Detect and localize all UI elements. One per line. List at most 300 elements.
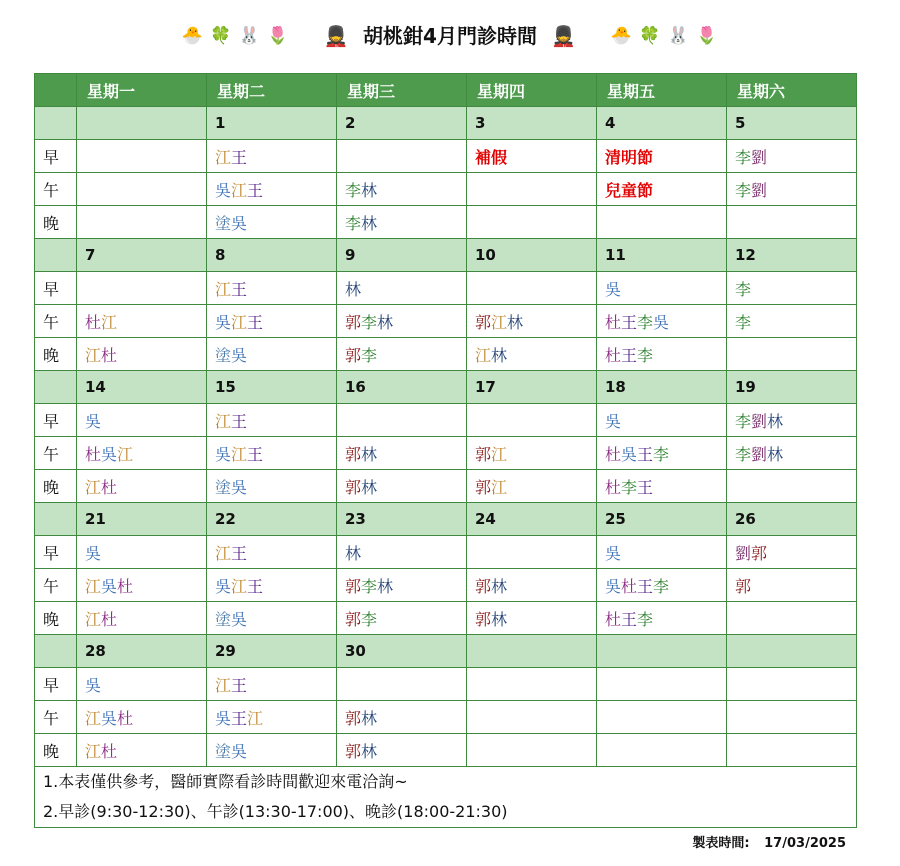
period-row-morning [35,668,857,701]
doctor-surname: 江 [231,180,248,200]
doctor-cell [207,305,337,338]
period-label: 午 [35,569,77,602]
clinic-schedule-table [34,73,857,828]
doctor-cell [207,140,337,173]
doctor-surname: 李 [653,576,670,596]
doctor-surname: 郭 [475,477,492,497]
doctor-cell [597,701,727,734]
doctor-cell [77,272,207,305]
doctor-surname: 江 [475,345,492,365]
doctor-surname: 郭 [475,444,492,464]
doctor-surname: 杜 [605,609,622,629]
doctor-cell [467,338,597,371]
doctor-cell [207,569,337,602]
doctor-cell [77,338,207,371]
date-cell: 17 [467,371,597,404]
doctor-surname: 江 [231,312,248,332]
doctor-surname: 吳 [101,708,118,728]
doctor-surname: 李 [735,180,752,200]
date-row-label [35,107,77,140]
doctor-surname: 郭 [345,708,362,728]
doctor-cell [337,668,467,701]
doctor-surname: 吳 [605,279,622,299]
date-cell [597,635,727,668]
date-row [35,503,857,536]
date-cell: 15 [207,371,337,404]
date-cell: 4 [597,107,727,140]
date-cell: 10 [467,239,597,272]
doctor-surname: 李 [361,312,378,332]
date-cell: 5 [727,107,857,140]
doctor-surname: 吳 [85,411,102,431]
date-row-label [35,635,77,668]
doctor-surname: 吳 [605,411,622,431]
doctor-surname: 劉 [735,543,752,563]
doctor-surname: 吳 [85,543,102,563]
doctor-surname: 劉 [751,180,768,200]
doctor-cell [727,569,857,602]
doctor-cell [77,734,207,767]
doctor-surname: 李 [735,444,752,464]
doctor-cell [207,734,337,767]
notes-row [35,767,857,828]
doctor-cell [207,536,337,569]
date-cell: 19 [727,371,857,404]
doctor-surname: 吳 [215,708,232,728]
doctor-surname: 王 [621,609,638,629]
doctor-cell [207,470,337,503]
doctor-cell [597,404,727,437]
date-cell: 7 [77,239,207,272]
date-cell: 26 [727,503,857,536]
doctor-surname: 郭 [345,609,362,629]
date-cell: 9 [337,239,467,272]
doctor-cell [207,701,337,734]
doctor-cell [597,734,727,767]
doctor-surname: 江 [231,576,248,596]
doctor-cell [727,140,857,173]
spring-emoji-icons-right: 🐣 🍀 🐰 🌷 [610,25,719,46]
doctor-surname: 江 [215,411,232,431]
title-text: 胡桃鉗4月門診時間 [363,23,537,48]
doctor-cell [727,404,857,437]
date-cell: 30 [337,635,467,668]
doctor-surname: 王 [231,708,248,728]
doctor-surname: 江 [85,708,102,728]
note-line-2: 2.早診(9:30-12:30)、午診(13:30-17:00)、晚診(18:00-21:30) [43,802,508,821]
doctor-surname: 林 [345,543,362,563]
weekday-thursday: 星期四 [467,74,597,107]
holiday-label: 補假 [475,147,508,167]
date-cell: 11 [597,239,727,272]
doctor-cell [727,536,857,569]
period-label: 午 [35,305,77,338]
doctor-surname: 王 [247,180,264,200]
doctor-cell [727,173,857,206]
date-cell: 3 [467,107,597,140]
doctor-surname: 郭 [345,345,362,365]
doctor-surname: 杜 [605,477,622,497]
period-row-afternoon [35,305,857,338]
date-cell: 18 [597,371,727,404]
doctor-surname: 王 [621,345,638,365]
doctor-surname: 李 [361,345,378,365]
date-cell: 29 [207,635,337,668]
doctor-surname: 吳 [621,444,638,464]
period-label: 晚 [35,602,77,635]
doctor-cell [467,272,597,305]
doctor-surname: 江 [215,279,232,299]
doctor-surname: 林 [345,279,362,299]
doctor-cell [467,734,597,767]
doctor-cell [207,602,337,635]
doctor-cell [337,701,467,734]
doctor-cell [77,305,207,338]
doctor-surname: 林 [491,576,508,596]
doctor-surname: 李 [735,147,752,167]
doctor-surname: 杜 [101,609,118,629]
date-row-label [35,371,77,404]
doctor-cell [727,305,857,338]
doctor-surname: 林 [361,741,378,761]
date-cell: 23 [337,503,467,536]
spring-emoji-icons-left: 🐣 🍀 🐰 🌷 [181,25,290,46]
doctor-surname: 塗 [215,213,232,233]
period-row-evening [35,470,857,503]
doctor-cell [77,701,207,734]
date-cell: 28 [77,635,207,668]
doctor-cell [77,404,207,437]
date-cell: 16 [337,371,467,404]
weekday-saturday: 星期六 [727,74,857,107]
doctor-cell [597,305,727,338]
period-row-evening [35,206,857,239]
date-cell: 21 [77,503,207,536]
created-date-label: 製表時間: [692,836,750,851]
doctor-surname: 王 [231,411,248,431]
doctor-surname: 江 [491,477,508,497]
doctor-cell [337,305,467,338]
doctor-surname: 杜 [101,741,118,761]
doctor-surname: 王 [231,147,248,167]
doctor-cell [727,338,857,371]
doctor-surname: 杜 [621,576,638,596]
doctor-surname: 李 [345,213,362,233]
doctor-surname: 杜 [85,312,102,332]
doctor-surname: 林 [377,312,394,332]
doctor-cell [207,404,337,437]
doctor-surname: 李 [637,345,654,365]
doctor-surname: 林 [361,477,378,497]
doctor-cell [207,206,337,239]
period-row-evening [35,734,857,767]
doctor-cell [467,305,597,338]
doctor-cell [467,140,597,173]
doctor-cell [337,734,467,767]
doctor-surname: 劉 [751,147,768,167]
doctor-cell [337,206,467,239]
doctor-surname: 王 [231,543,248,563]
period-row-afternoon [35,437,857,470]
weekday-tuesday: 星期二 [207,74,337,107]
doctor-surname: 林 [767,411,784,431]
period-label: 午 [35,173,77,206]
doctor-surname: 江 [231,444,248,464]
doctor-surname: 王 [247,312,264,332]
weekday-wednesday: 星期三 [337,74,467,107]
page-title [0,14,900,54]
doctor-cell [467,668,597,701]
doctor-surname: 吳 [215,180,232,200]
doctor-cell [597,338,727,371]
doctor-cell [207,437,337,470]
period-label: 早 [35,668,77,701]
date-cell [77,107,207,140]
doctor-surname: 李 [735,312,752,332]
doctor-surname: 江 [85,576,102,596]
period-label: 晚 [35,206,77,239]
date-cell: 22 [207,503,337,536]
doctor-surname: 王 [637,477,654,497]
doctor-cell [77,536,207,569]
weekday-friday: 星期五 [597,74,727,107]
doctor-cell [337,140,467,173]
doctor-cell [77,470,207,503]
doctor-cell [727,701,857,734]
period-row-morning [35,272,857,305]
doctor-surname: 杜 [117,576,134,596]
doctor-surname: 郭 [345,576,362,596]
doctor-cell [597,206,727,239]
doctor-surname: 塗 [215,609,232,629]
date-cell: 25 [597,503,727,536]
schedule-body [35,107,857,767]
doctor-cell [727,734,857,767]
doctor-cell [337,173,467,206]
doctor-surname: 塗 [215,345,232,365]
doctor-surname: 林 [361,180,378,200]
doctor-surname: 王 [247,576,264,596]
doctor-cell [337,470,467,503]
doctor-cell [337,437,467,470]
doctor-cell [467,404,597,437]
doctor-surname: 江 [85,609,102,629]
doctor-surname: 王 [637,576,654,596]
doctor-surname: 郭 [345,312,362,332]
doctor-surname: 江 [117,444,134,464]
doctor-surname: 杜 [101,345,118,365]
doctor-surname: 吳 [215,576,232,596]
weekday-monday: 星期一 [77,74,207,107]
period-label: 午 [35,437,77,470]
doctor-cell [597,437,727,470]
doctor-cell [597,569,727,602]
doctor-surname: 林 [491,345,508,365]
doctor-cell [467,536,597,569]
doctor-surname: 江 [491,444,508,464]
doctor-surname: 郭 [735,576,752,596]
doctor-cell [77,206,207,239]
period-row-evening [35,338,857,371]
doctor-surname: 吳 [85,675,102,695]
doctor-surname: 郭 [345,477,362,497]
doctor-surname: 林 [491,609,508,629]
period-label: 晚 [35,470,77,503]
doctor-surname: 王 [231,279,248,299]
doctor-surname: 郭 [475,576,492,596]
period-label: 早 [35,404,77,437]
date-cell: 8 [207,239,337,272]
doctor-cell [337,569,467,602]
period-row-afternoon [35,173,857,206]
doctor-surname: 郭 [345,444,362,464]
period-row-morning [35,536,857,569]
period-label: 晚 [35,734,77,767]
doctor-cell [597,140,727,173]
doctor-cell [727,272,857,305]
doctor-surname: 吳 [231,345,248,365]
holiday-label: 兒童節 [605,180,654,200]
doctor-surname: 郭 [345,741,362,761]
doctor-surname: 吳 [215,444,232,464]
doctor-surname: 江 [85,741,102,761]
doctor-cell [467,602,597,635]
guard-icon-right: 💂 [551,23,577,48]
doctor-cell [597,668,727,701]
doctor-cell [597,536,727,569]
doctor-cell [337,536,467,569]
doctor-surname: 林 [507,312,524,332]
doctor-surname: 李 [637,312,654,332]
date-cell: 2 [337,107,467,140]
created-date [692,832,846,851]
doctor-cell [337,602,467,635]
doctor-surname: 吳 [605,576,622,596]
weekday-header-row [35,74,857,107]
doctor-cell [727,602,857,635]
note-line-1: 1.本表僅供參考，醫師實際看診時間歡迎來電洽詢~ [43,772,408,791]
created-date-value: 17/03/2025 [764,836,846,851]
doctor-surname: 郭 [475,312,492,332]
date-row [35,371,857,404]
doctor-surname: 塗 [215,477,232,497]
doctor-cell [207,338,337,371]
doctor-surname: 李 [361,609,378,629]
period-label: 晚 [35,338,77,371]
doctor-cell [337,338,467,371]
doctor-surname: 林 [361,708,378,728]
doctor-cell [597,470,727,503]
doctor-surname: 李 [735,411,752,431]
period-row-morning [35,140,857,173]
period-label: 早 [35,536,77,569]
doctor-surname: 吳 [605,543,622,563]
doctor-cell [77,140,207,173]
doctor-surname: 杜 [117,708,134,728]
period-row-morning [35,404,857,437]
corner-cell [35,74,77,107]
doctor-cell [77,668,207,701]
doctor-cell [727,206,857,239]
doctor-surname: 李 [735,279,752,299]
doctor-surname: 塗 [215,741,232,761]
doctor-surname: 吳 [231,213,248,233]
doctor-surname: 吳 [653,312,670,332]
doctor-surname: 吳 [215,312,232,332]
doctor-surname: 郭 [475,609,492,629]
doctor-cell [207,173,337,206]
notes-cell [35,767,857,828]
doctor-surname: 林 [361,213,378,233]
date-row-label [35,503,77,536]
date-row-label [35,239,77,272]
doctor-surname: 林 [361,444,378,464]
doctor-cell [77,602,207,635]
doctor-cell [207,272,337,305]
doctor-cell [467,206,597,239]
doctor-cell [337,272,467,305]
doctor-surname: 江 [215,147,232,167]
date-cell: 1 [207,107,337,140]
doctor-cell [207,668,337,701]
doctor-surname: 江 [85,345,102,365]
doctor-surname: 王 [231,675,248,695]
doctor-cell [597,173,727,206]
doctor-surname: 江 [215,675,232,695]
doctor-surname: 李 [345,180,362,200]
holiday-label: 清明節 [605,147,654,167]
doctor-surname: 江 [491,312,508,332]
doctor-surname: 林 [767,444,784,464]
period-label: 午 [35,701,77,734]
doctor-surname: 李 [637,609,654,629]
doctor-surname: 李 [621,477,638,497]
doctor-cell [77,437,207,470]
doctor-cell [337,404,467,437]
date-cell [467,635,597,668]
doctor-cell [727,437,857,470]
doctor-surname: 吳 [231,477,248,497]
doctor-surname: 杜 [85,444,102,464]
period-row-afternoon [35,701,857,734]
doctor-cell [467,569,597,602]
doctor-surname: 杜 [101,477,118,497]
doctor-surname: 吳 [101,444,118,464]
doctor-surname: 江 [85,477,102,497]
doctor-surname: 杜 [605,312,622,332]
doctor-surname: 吳 [231,741,248,761]
period-label: 早 [35,272,77,305]
doctor-surname: 郭 [751,543,768,563]
date-cell: 12 [727,239,857,272]
doctor-surname: 劉 [751,444,768,464]
doctor-cell [467,701,597,734]
doctor-surname: 江 [247,708,264,728]
doctor-cell [727,470,857,503]
doctor-surname: 李 [653,444,670,464]
period-row-evening [35,602,857,635]
date-row [35,107,857,140]
doctor-surname: 劉 [751,411,768,431]
doctor-cell [597,272,727,305]
period-row-afternoon [35,569,857,602]
doctor-surname: 王 [637,444,654,464]
doctor-surname: 李 [361,576,378,596]
doctor-surname: 江 [101,312,118,332]
doctor-cell [77,569,207,602]
date-row [35,635,857,668]
doctor-cell [597,602,727,635]
